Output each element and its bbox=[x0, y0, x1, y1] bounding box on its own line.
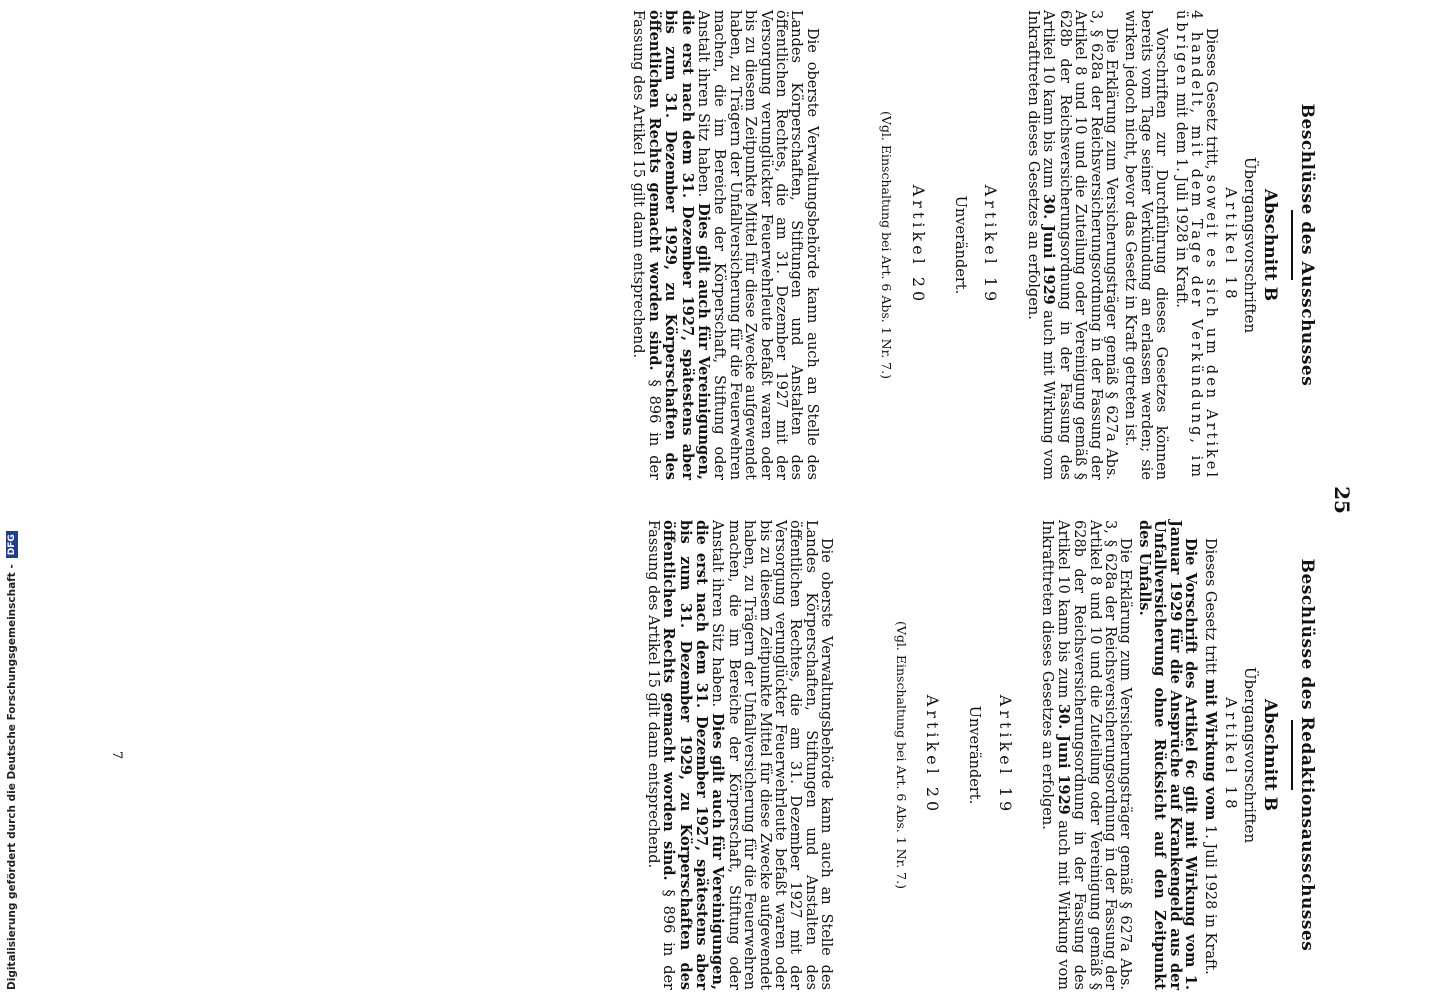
article-19-title: Artikel 19 bbox=[981, 184, 1001, 306]
column-heading: Beschlüsse des Ausschusses bbox=[1297, 103, 1317, 387]
article-20-note: (Vgl. Einschaltung bei Art. 6 Abs. 1 Nr. 7.) bbox=[879, 111, 895, 379]
credit-text: Digitalisierung gefördert durch die Deutsche Forschungsgemeinschaft - bbox=[6, 564, 18, 990]
article-20-para: Die oberste Verwaltungsbehörde kann auch an Stelle des Landes Körperschaften, Stiftungen und Anstalten des öffentlichen Rechtes, die am 31. Dezember 1927 mit der Versorgung verunglückter Feuerwehrleute befaßt waren oder bis zu diesem Zeitpunkte Mittel für diese Zwecke aufgewendet haben, zu Trägern der Unfallversicherung für die Feuerwehren machen, die im Bereiche der Körperschaft, Stiftung oder Anstalt ihren Sitz haben. Dies gilt auch für Vereinigungen, die erst nach dem 31. Dezember 1927, spätestens aber bis zum 31. Dezember 1929, zu Körperschaften des öffentlichen Rechts gemacht worden sind. § 896 in der Fassung des Artikel 15 gilt dann entsprechend. bbox=[630, 10, 820, 480]
article-19-text: Unverändert. bbox=[952, 195, 969, 295]
page-number: 25 bbox=[1330, 486, 1354, 514]
article-20-note: (Vgl. Einschaltung bei Art. 6 Abs. 1 Nr. 7.) bbox=[893, 621, 909, 889]
section-subtitle: Übergangsvorschriften bbox=[1241, 156, 1260, 334]
article-18-title: Artikel 18 bbox=[1221, 697, 1240, 813]
section-title: Abschnitt B bbox=[1259, 188, 1280, 302]
article-20-para: Die oberste Verwaltungsbehörde kann auch an Stelle des Landes Körperschaften, Stiftungen und Anstalten des öffentlichen Rechtes, die am 31. Dezember 1927 mit der Versorgung verunglückter Feuerwehrleute befaßt waren oder bis zu diesem Zeitpunkte Mittel für diese Zwecke aufgewendet haben, zu Trägern der Unfallversicherung für die Feuerwehren machen, die im Bereiche der Körperschaft, Stiftung oder Anstalt ihren Sitz haben. Dies gilt auch für Vereinigungen, die erst nach dem 31. Dezember 1927, spätestens aber bis zum 31. Dezember 1929, zu Körperschaften des öffentlichen Rechts gemacht worden sind. § 896 in der Fassung des Artikel 15 gilt dann entsprechend. bbox=[644, 520, 835, 990]
article-18-title: Artikel 18 bbox=[1221, 187, 1240, 303]
article-18-para-2: Die Vorschrift des Artikel 6c gilt mit Wirkung vom 1. Januar 1929 für die Ansprüche auf Krankengeld aus der Unfallversicherung ohne Rücksicht auf den Zeitpunkt des Unfalls. bbox=[1135, 520, 1199, 990]
column-heading: Beschlüsse des Redaktionsausschusses bbox=[1297, 558, 1317, 952]
dfg-credit bbox=[2, 0, 24, 1000]
column-ausschuss bbox=[626, 10, 1317, 480]
article-20-title: Artikel 20 bbox=[923, 694, 943, 816]
section-subtitle: Übergangsvorschriften bbox=[1241, 666, 1260, 844]
dfg-logo: DFG bbox=[6, 531, 18, 558]
article-18-para-1: Dieses Gesetz tritt, soweit es sich um den Artikel 4 handelt, mit dem Tage der Verkündung, im übrigen mit dem 1. Juli 1928 in Kraft. bbox=[1172, 10, 1220, 480]
article-18-para-1: Dieses Gesetz tritt mit Wirkung vom 1. Juli 1928 in Kraft. bbox=[1202, 538, 1220, 975]
article-18-para-3: Die Erklärung zum Versicherungsträger gemäß § 627a Abs. 3, § 628a der Reichsversicherungsordnung in der Fassung der Artikel 8 und 10 und die Zuteilung oder Vereinigung gemäß § 628b der Reichsversicherungsordnung in der Fassung des Artikel 10 kann bis zum 30. Juni 1929 auch mit Wirkung vom Inkrafttreten dieses Gesetzes an erfolgen. bbox=[1039, 520, 1134, 990]
article-19-title: Artikel 19 bbox=[995, 694, 1015, 816]
article-20-title: Artikel 20 bbox=[908, 184, 928, 306]
signature-mark: 7 bbox=[109, 750, 124, 760]
article-19-text: Unverändert. bbox=[966, 705, 983, 805]
article-18-para-2: Vorschriften zur Durchführung dieses Gesetzes können bereits vom Tage seiner Verkündung an erlassen werden; sie wirken jedoch nicht, bevor das Gesetz in Kraft getreten ist. bbox=[1122, 10, 1170, 480]
article-18-para-3: Die Erklärung zum Versicherungsträger gemäß § 627a Abs. 3, § 628a der Reichsversicherungsordnung in der Fassung der Artikel 8 und 10 und die Zuteilung oder Vereinigung gemäß § 628b der Reichsversicherungsordnung in der Fassung des Artikel 10 kann bis zum 30. Juni 1929 auch mit Wirkung vom Inkrafttreten dieses Gesetzes an erfolgen. bbox=[1024, 10, 1119, 480]
heading-rule bbox=[1291, 720, 1293, 790]
heading-rule bbox=[1291, 210, 1293, 280]
section-title: Abschnitt B bbox=[1259, 698, 1280, 812]
column-redaktionsausschuss bbox=[640, 520, 1317, 990]
